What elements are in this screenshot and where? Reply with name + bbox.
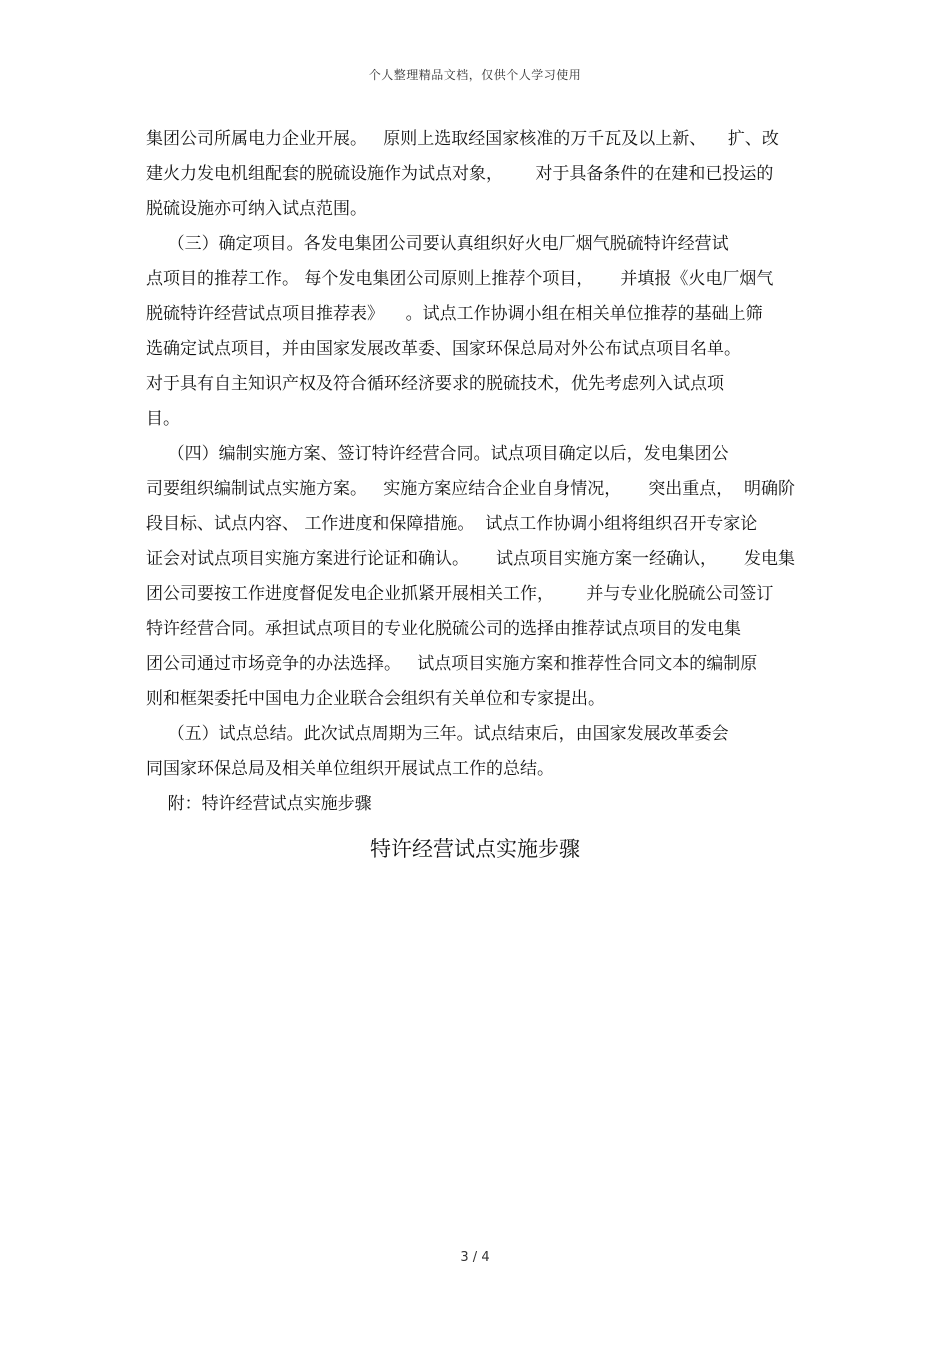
body-line: 证会对试点项目实施方案进行论证和确认。 试点项目实施方案一经确认， 发电集: [146, 549, 796, 569]
body-line: 脱硫特许经营试点项目推荐表》 。试点工作协调小组在相关单位推荐的基础上筛: [146, 304, 763, 324]
section-title: 特许经营试点实施步骤: [370, 837, 580, 861]
body-line: 则和框架委托中国电力企业联合会组织有关单位和专家提出。: [146, 689, 605, 709]
page-header: 个人整理精品文档，仅供个人学习使用: [368, 68, 582, 82]
body-line: 集团公司所属电力企业开展。 原则上选取经国家核准的万千瓦及以上新、 扩、改: [146, 129, 779, 149]
body-line: 对于具有自主知识产权及符合循环经济要求的脱硫技术，优先考虑列入试点项: [146, 374, 724, 394]
body-line: 附：特许经营试点实施步骤: [146, 794, 372, 814]
body-line: 团公司要按工作进度督促发电企业抓紧开展相关工作， 并与专业化脱硫公司签订: [146, 584, 774, 604]
body-line: 段目标、试点内容、 工作进度和保障措施。 试点工作协调小组将组织召开专家论: [146, 514, 758, 534]
body-line: 目。: [146, 409, 180, 429]
page-number: 3 / 4: [460, 1250, 490, 1265]
body-line: （五）试点总结。此次试点周期为三年。试点结束后，由国家发展改革委会: [146, 724, 729, 744]
body-line: 特许经营合同。承担试点项目的专业化脱硫公司的选择由推荐试点项目的发电集: [146, 619, 741, 639]
body-line: 司要组织编制试点实施方案。 实施方案应结合企业自身情况， 突出重点， 明确阶: [146, 479, 796, 499]
body-line: 脱硫设施亦可纳入试点范围。: [146, 199, 367, 219]
body-line: （四）编制实施方案、签订特许经营合同。试点项目确定以后，发电集团公: [146, 444, 729, 464]
body-line: 点项目的推荐工作。 每个发电集团公司原则上推荐个项目， 并填报《火电厂烟气: [146, 269, 774, 289]
body-line: 团公司通过市场竞争的办法选择。 试点项目实施方案和推荐性合同文本的编制原: [146, 654, 758, 674]
body-line: 选确定试点项目，并由国家发展改革委、国家环保总局对外公布试点项目名单。: [146, 339, 741, 359]
body-line: 建火力发电机组配套的脱硫设施作为试点对象， 对于具备条件的在建和已投运的: [146, 164, 774, 184]
body-line: （三）确定项目。各发电集团公司要认真组织好火电厂烟气脱硫特许经营试: [146, 234, 729, 254]
body-line: 同国家环保总局及相关单位组织开展试点工作的总结。: [146, 759, 554, 779]
